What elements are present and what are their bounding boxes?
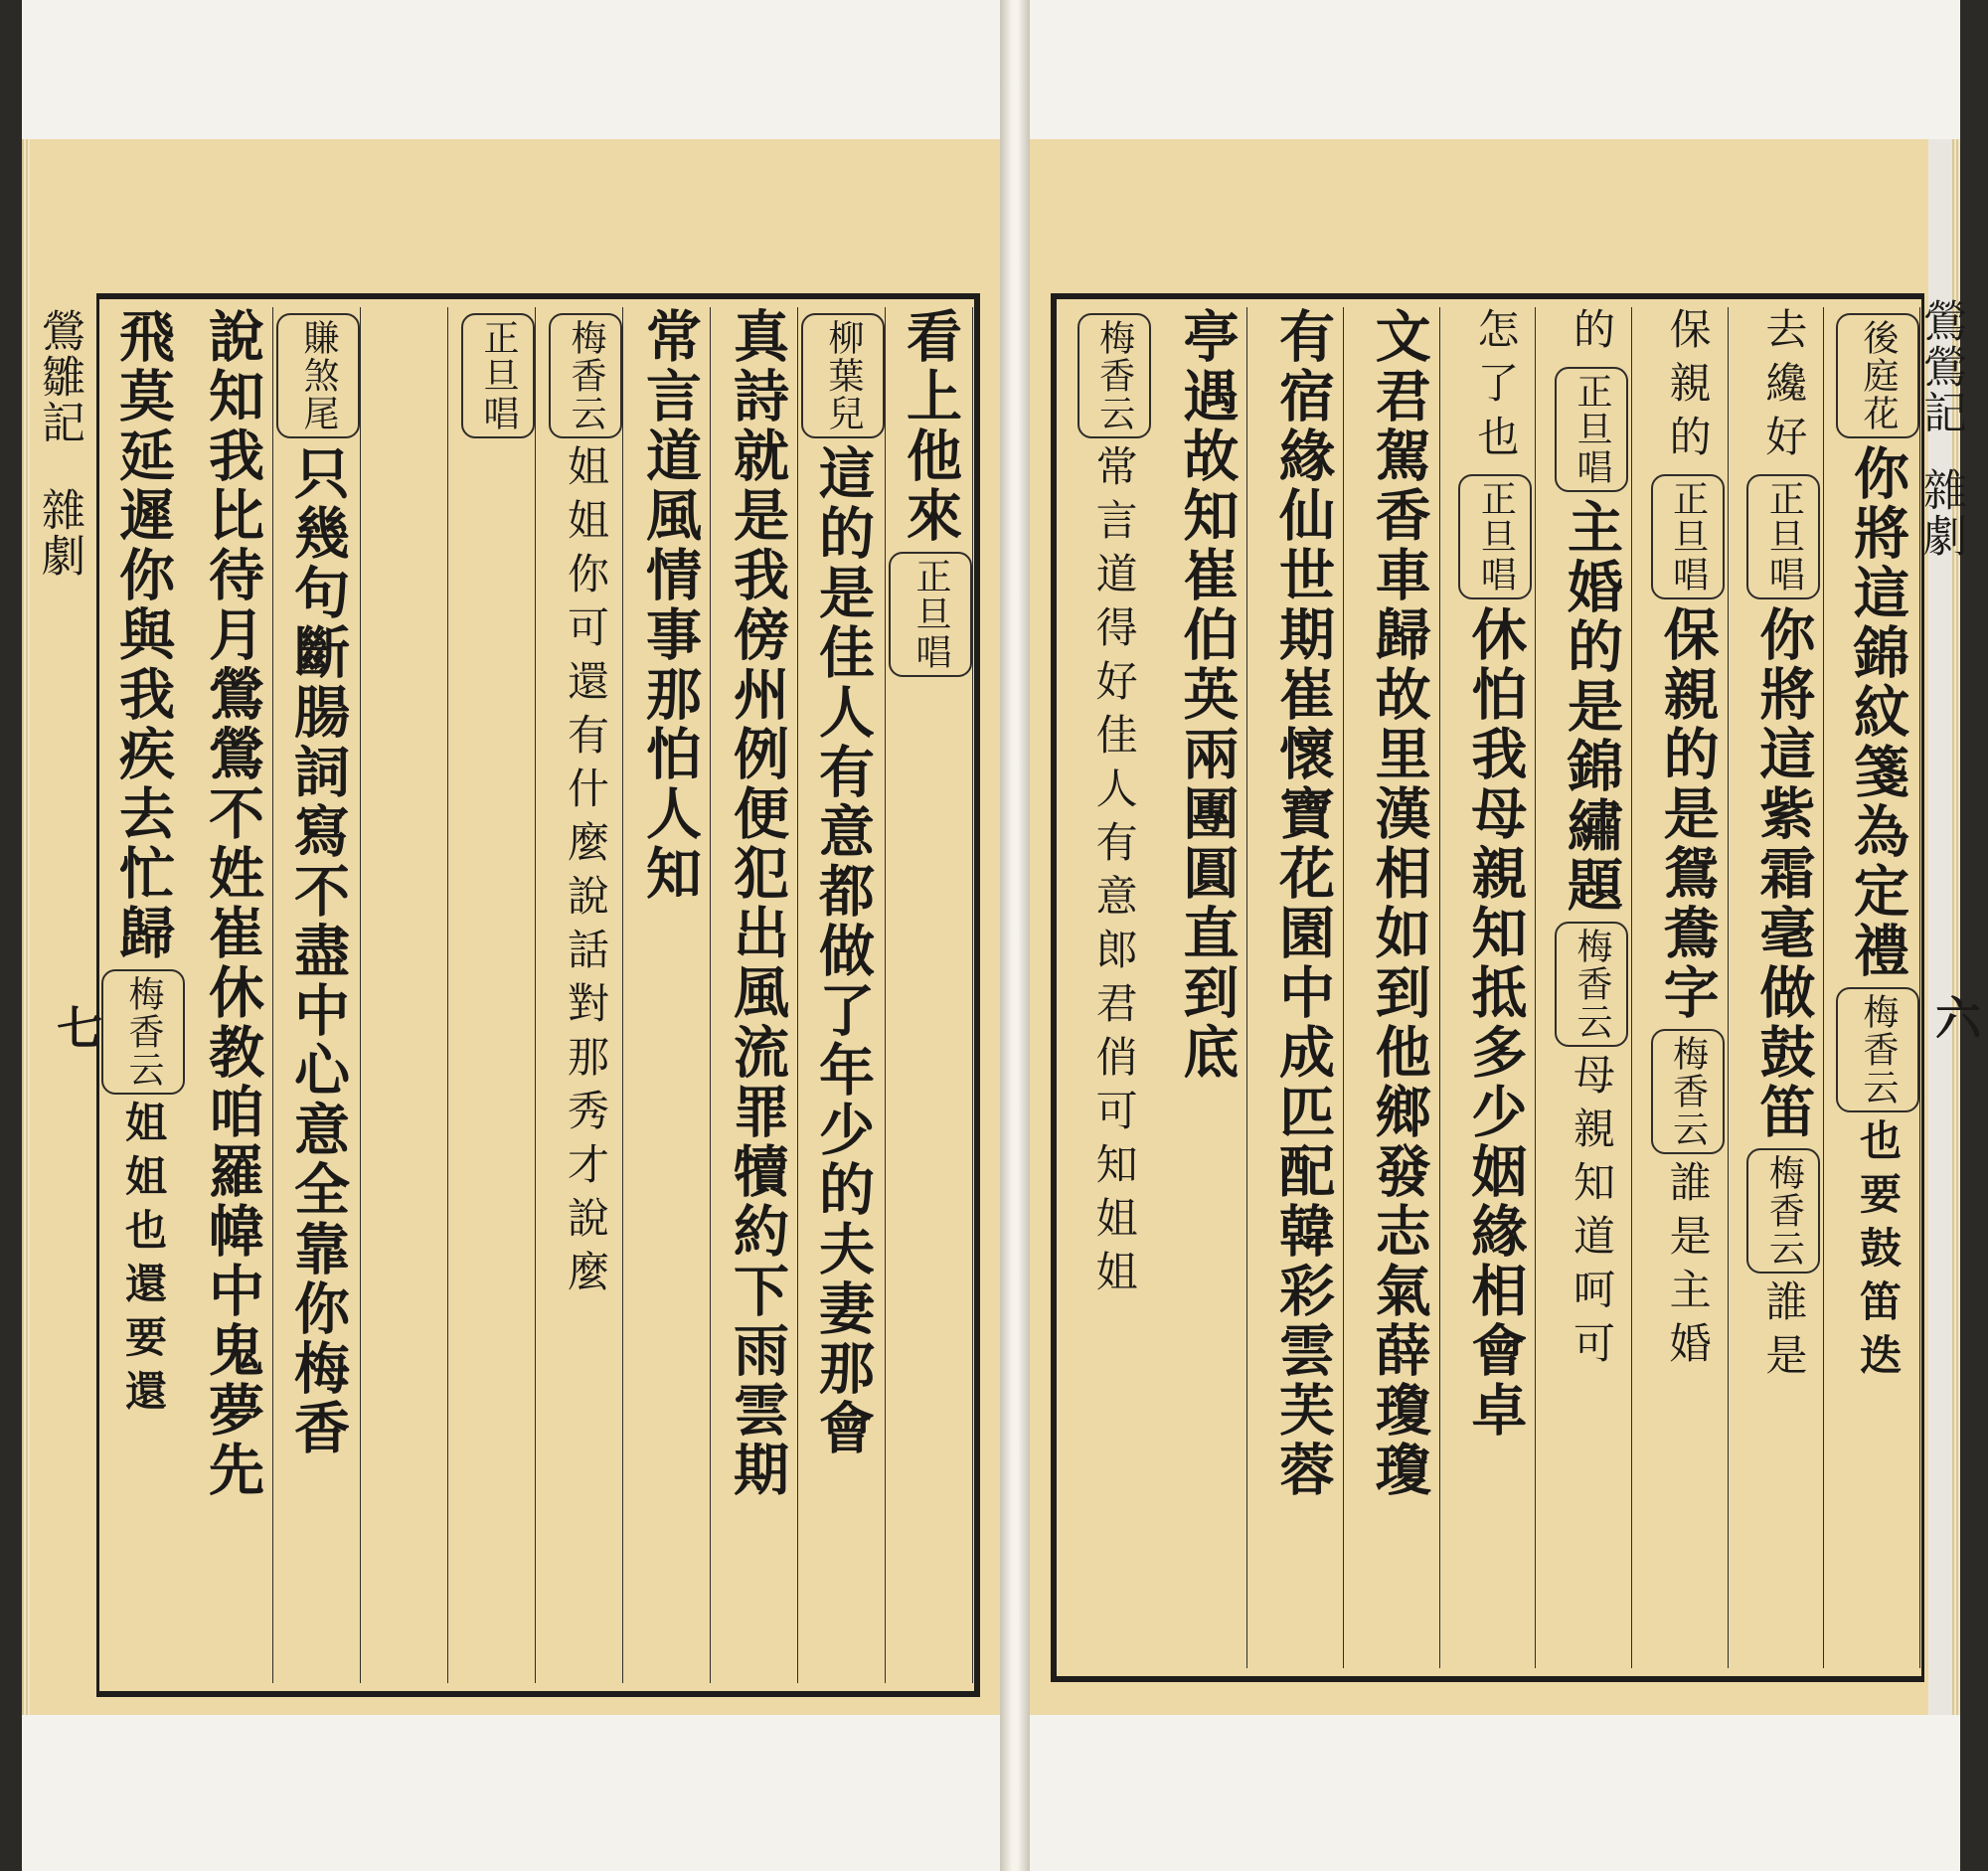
column-text: 說知我比待月鶯鶯不姓崔休教咱羅幃中鬼夢先 <box>200 307 265 1500</box>
col-r4 <box>1537 307 1632 1668</box>
left-text-frame <box>96 293 980 1697</box>
col-l2 <box>799 307 886 1683</box>
right-margin-title: 鶯鶯記 <box>1915 298 1966 435</box>
column-text: 你將這錦紋箋為定禮 <box>1844 444 1910 981</box>
right-text-frame <box>1051 293 1924 1682</box>
col-r6 <box>1345 307 1440 1668</box>
column-text: 誰是 <box>1759 1279 1809 1387</box>
role-marker: 正旦唱 <box>1651 474 1725 599</box>
column-text: 母親知道呵可 <box>1567 1053 1616 1375</box>
column-text: 只幾句斷腸詞寫不盡中心意全靠你梅香 <box>285 444 351 1458</box>
page-backing-bottom <box>22 1715 1960 1871</box>
col-l10 <box>99 307 185 1683</box>
role-marker: 梅香云 <box>1651 1029 1725 1154</box>
role-marker: 正旦唱 <box>1555 367 1628 492</box>
column-text: 有宿緣仙世期崔懷寶花園中成匹配韓彩雲芙蓉 <box>1269 307 1336 1500</box>
column-text: 文君駕香車歸故里漢相如到他鄉發志氣薛瓊瓊 <box>1366 307 1432 1500</box>
left-margin-page-number: 七 <box>50 1004 103 1050</box>
column-text: 亭遇故知崔伯英兩團圓直到底 <box>1174 307 1241 1083</box>
role-marker: 梅香云 <box>101 969 185 1095</box>
book-spread <box>22 0 1982 1871</box>
role-marker: 梅香云 <box>1836 987 1919 1112</box>
small-text: 姐姐也還要還 <box>119 1101 168 1423</box>
column-text: 看上他來 <box>898 307 963 546</box>
role-marker: 梅香云 <box>549 313 622 438</box>
column-text: 常言道風情事那怕人知 <box>637 307 703 904</box>
column-text: 姐姐你可還有什麼說話對那秀才說麼 <box>562 444 610 1303</box>
role-marker: 後庭花 <box>1836 313 1919 438</box>
role-marker: 梅香云 <box>1746 1148 1820 1274</box>
col-r8 <box>1153 307 1248 1668</box>
right-margin-page-number: 六 <box>1928 994 1982 1040</box>
col-l5 <box>537 307 623 1683</box>
main-text: 休怕我母親知抵多少姻緣相會卓 <box>1462 605 1529 1441</box>
column-text: 怎了也 <box>1471 307 1521 468</box>
book-gutter <box>1000 0 1030 1871</box>
col-l1 <box>887 307 973 1683</box>
main-text: 主婚的是錦繡題 <box>1558 498 1624 916</box>
column-text: 常言道得好佳人有意郎君俏可知姐姐 <box>1089 444 1139 1303</box>
col-l8 <box>274 307 361 1683</box>
col-l9 <box>187 307 273 1683</box>
col-r5 <box>1441 307 1537 1668</box>
column-text: 去纔好 <box>1759 307 1809 468</box>
left-margin-title: 鶯雛記 <box>34 308 84 445</box>
col-l6 <box>449 307 536 1683</box>
small-text: 也要鼓笛迭 <box>1853 1118 1903 1387</box>
col-l3 <box>712 307 798 1683</box>
page-edges-left <box>22 139 30 1715</box>
column-text: 真詩就是我傍州例便犯出風流罪犢約下雨雲期 <box>725 307 790 1500</box>
role-marker: 梅香云 <box>1555 922 1628 1047</box>
column-text: 飛莫延遲你與我疾去忙歸 <box>110 307 176 963</box>
col-r3 <box>1633 307 1729 1668</box>
column-text: 這的是佳人有意都做了年少的夫妻那會 <box>810 444 876 1458</box>
main-text: 你將這紫霜毫做鼓笛 <box>1750 605 1817 1142</box>
column-text: 誰是主婚 <box>1663 1160 1713 1375</box>
role-marker: 正旦唱 <box>1746 474 1820 599</box>
role-marker: 正旦唱 <box>1458 474 1532 599</box>
role-marker: 賺煞尾 <box>276 313 360 438</box>
role-marker: 正旦唱 <box>461 313 535 438</box>
page-backing-top <box>22 0 1960 139</box>
left-margin-juan: 雜劇 <box>34 487 84 579</box>
column-text: 的 <box>1567 307 1616 361</box>
col-r1 <box>1825 307 1920 1668</box>
col-r7 <box>1248 307 1344 1668</box>
role-marker: 柳葉兒 <box>801 313 885 438</box>
col-l4 <box>624 307 711 1683</box>
role-marker: 正旦唱 <box>889 552 972 677</box>
main-text: 保親的是鴛鴦字 <box>1654 605 1721 1023</box>
role-marker: 梅香云 <box>1077 313 1151 438</box>
col-r9 <box>1057 307 1151 1668</box>
col-r2 <box>1730 307 1825 1668</box>
right-margin-juan: 雜劇 <box>1915 467 1966 559</box>
col-l7 <box>362 307 448 1683</box>
column-text: 保親的 <box>1663 307 1713 468</box>
